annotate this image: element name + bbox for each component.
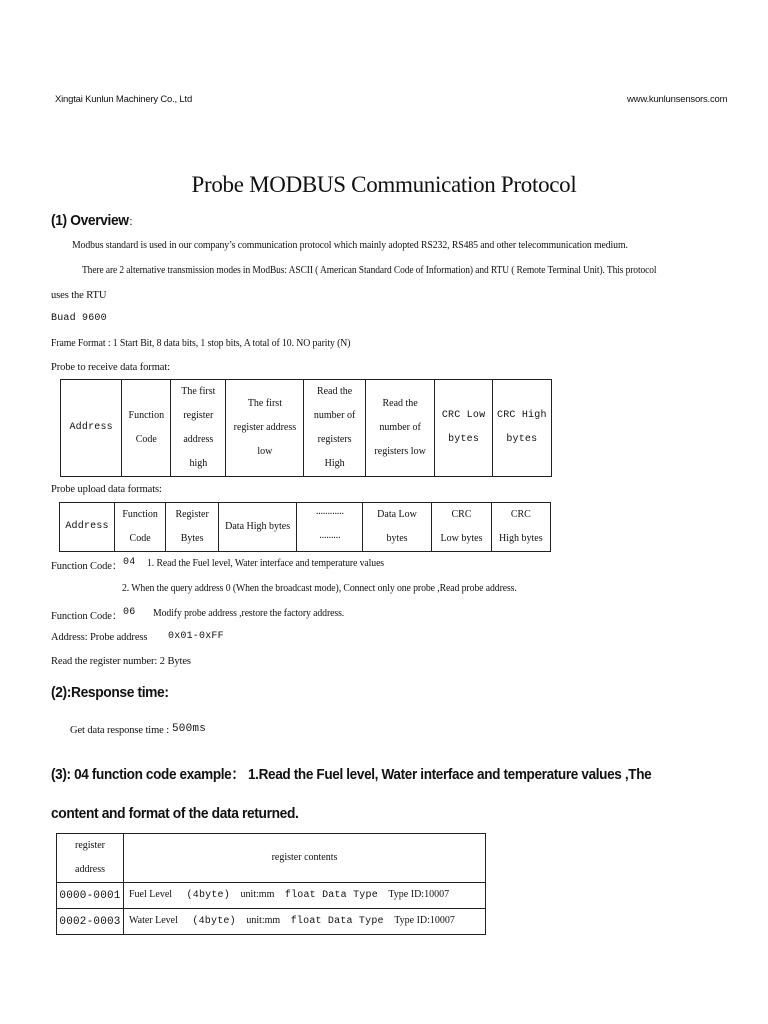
table-cell bbox=[304, 380, 365, 477]
upload-format-label: Probe upload data formats: bbox=[51, 484, 162, 495]
function-code-06-label: Function Code： bbox=[51, 611, 123, 622]
address-range: 0x01-0xFF bbox=[168, 631, 224, 642]
register-contents-cell: Water Level (4byte) unit:mm float Data Type Type ID:10007 bbox=[124, 909, 486, 935]
register-contents-cell: Fuel Level (4byte) unit:mm float Data Type Type ID:10007 bbox=[124, 883, 486, 909]
address-label: Address: Probe address bbox=[51, 632, 148, 643]
cell-text: Data Low bytes bbox=[377, 509, 417, 544]
example-heading-line-1: (3): 04 function code example： 1.Read the Fuel level, Water interface and temperature values ,The bbox=[51, 766, 652, 783]
register-table bbox=[56, 833, 486, 935]
table-cell bbox=[166, 503, 219, 552]
register-number: Read the register number: 2 Bytes bbox=[51, 656, 191, 667]
cell-text: Address bbox=[65, 521, 109, 532]
overview-line-1: Modbus standard is used in our company’s communication protocol which mainly adopted RS232, RS485 and other telecommunication medium. bbox=[72, 240, 628, 251]
cell-text: CRC High bytes bbox=[499, 509, 543, 544]
page-title: Probe MODBUS Communication Protocol bbox=[191, 172, 577, 197]
function-code-06: 06 bbox=[123, 607, 136, 618]
receive-format-label: Probe to receive data format: bbox=[51, 362, 170, 373]
table-cell bbox=[365, 380, 435, 477]
table-row bbox=[61, 380, 552, 477]
cell-text: Data High bytes bbox=[225, 521, 291, 532]
table-cell bbox=[115, 503, 166, 552]
function-code-04-item-1: 1. Read the Fuel level, Water interface and temperature values bbox=[147, 558, 385, 569]
register-address-cell: 0002-0003 bbox=[57, 909, 124, 935]
cell-text: CRC Low bytes bbox=[441, 410, 486, 445]
cell-text: ············ ········· bbox=[315, 509, 344, 544]
table-cell bbox=[122, 380, 171, 477]
response-heading: (2):Response time: bbox=[51, 684, 169, 701]
overview-line-3: uses the RTU bbox=[51, 290, 107, 301]
cell-text: register address bbox=[75, 840, 105, 875]
cell-text: Register Bytes bbox=[175, 509, 209, 544]
table-cell bbox=[61, 380, 122, 477]
cell-text: Function Code bbox=[122, 509, 158, 544]
register-address-header bbox=[57, 834, 124, 883]
cell-text: Address bbox=[69, 422, 113, 433]
cell-text: The first register address low bbox=[233, 398, 297, 457]
receive-format-table bbox=[60, 379, 552, 477]
company-name: Xingtai Kunlun Machinery Co., Ltd bbox=[55, 94, 193, 105]
table-cell bbox=[297, 503, 363, 552]
example-heading-line-2: content and format of the data returned. bbox=[51, 805, 299, 822]
table-row bbox=[57, 909, 486, 935]
function-code-04-label: Function Code： bbox=[51, 561, 123, 572]
response-value: 500ms bbox=[172, 723, 207, 735]
register-contents-header: register contents bbox=[124, 834, 486, 883]
register-address-cell: 0000-0001 bbox=[57, 883, 124, 909]
table-cell bbox=[432, 503, 491, 552]
response-text: Get data response time : bbox=[70, 725, 170, 736]
table-row bbox=[60, 503, 551, 552]
table-cell bbox=[60, 503, 115, 552]
cell-text: CRC High bytes bbox=[497, 410, 547, 445]
function-code-06-text: Modify probe address ,restore the factory address. bbox=[153, 608, 345, 619]
table-cell bbox=[492, 380, 551, 477]
cell-text: Read the number of registers High bbox=[313, 386, 356, 469]
table-cell bbox=[219, 503, 297, 552]
function-code-04: 04 bbox=[123, 557, 136, 568]
overview-line-2: There are 2 alternative transmission modes in ModBus: ASCII ( American Standard Code of Information) and RTU ( Remote Terminal Unit). This protocol bbox=[82, 265, 657, 276]
cell-text: Read the number of registers low bbox=[374, 398, 426, 457]
cell-text: CRC Low bytes bbox=[440, 509, 483, 544]
function-code-04-item-2: 2. When the query address 0 (When the broadcast mode), Connect only one probe ,Read probe address. bbox=[122, 583, 517, 594]
cell-text: Function Code bbox=[128, 410, 165, 445]
table-cell bbox=[435, 380, 492, 477]
frame-format: Frame Format : 1 Start Bit, 8 data bits, 1 stop bits, A total of 10. NO parity (N) bbox=[51, 338, 351, 349]
table-cell bbox=[171, 380, 226, 477]
baud-rate: Buad 9600 bbox=[51, 313, 107, 324]
table-cell bbox=[491, 503, 550, 552]
table-row bbox=[57, 883, 486, 909]
upload-format-table bbox=[59, 502, 551, 552]
table-cell bbox=[226, 380, 304, 477]
website: www.kunlunsensors.com bbox=[627, 94, 728, 105]
table-cell bbox=[362, 503, 432, 552]
overview-heading: (1) Overview： bbox=[51, 212, 139, 229]
table-row bbox=[57, 834, 486, 883]
cell-text: The first register address high bbox=[181, 386, 216, 469]
